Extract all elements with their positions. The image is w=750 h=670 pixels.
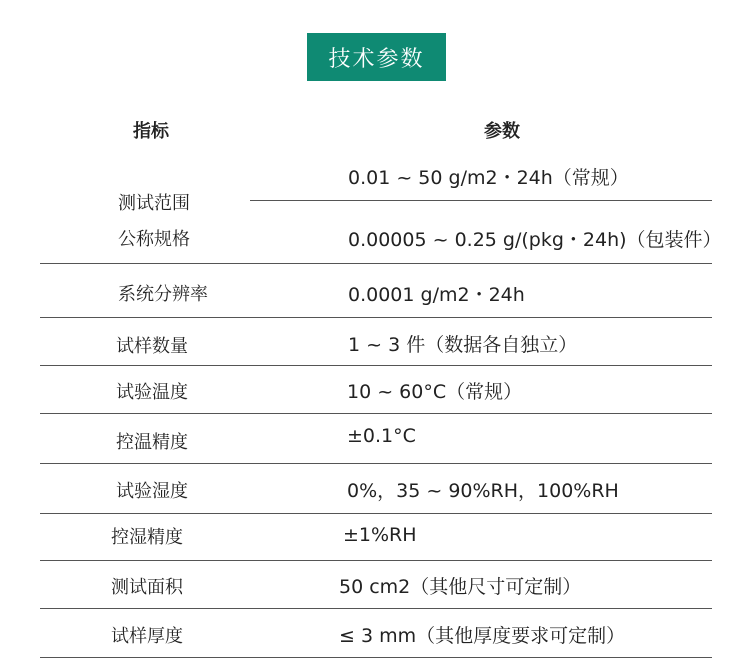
row-label-temp-precision: 控温精度 [116,432,188,453]
row-value-test-temp: 10 ~ 60°C（常规） [347,381,523,403]
row-divider [40,657,712,658]
row-value-sample-count: 1 ~ 3 件（数据各自独立） [348,334,578,356]
row-divider [40,608,712,609]
row-value-test-humidity: 0%，35 ~ 90%RH，100%RH [347,480,619,502]
row-inner-divider [250,200,712,201]
row-label-resolution: 系统分辨率 [118,284,208,305]
row-divider [40,560,712,561]
row-divider [40,365,712,366]
row-divider [40,263,712,264]
section-title: 技术参数 [307,33,446,81]
row-value-sample-thickness: ≤ 3 mm（其他厚度要求可定制） [339,625,626,647]
row-divider [40,463,712,464]
row-value-test-area: 50 cm2（其他尺寸可定制） [339,576,582,598]
row-value-resolution: 0.0001 g/m2・24h [348,284,525,306]
row-label-nominal-spec: 公称规格 [118,229,190,250]
row-value-humidity-precision: ±1%RH [343,524,417,546]
row-label-sample-count: 试样数量 [116,336,188,357]
row-label-test-temp: 试验温度 [116,382,188,403]
row-label-humidity-precision: 控湿精度 [111,527,183,548]
row-label-test-range: 测试范围 [118,193,190,214]
row-label-test-humidity: 试验湿度 [116,481,188,502]
row-label-sample-thickness: 试样厚度 [111,626,183,647]
row-value-test-range: 0.01 ~ 50 g/m2・24h（常规） [348,167,629,189]
header-indicator: 指标 [133,121,169,142]
row-divider [40,317,712,318]
row-value-nominal-spec: 0.00005 ~ 0.25 g/(pkg・24h)（包装件） [348,229,722,251]
row-divider [40,413,712,414]
header-params: 参数 [484,121,520,142]
row-divider [40,513,712,514]
row-value-temp-precision: ±0.1°C [347,425,416,447]
row-label-test-area: 测试面积 [111,577,183,598]
